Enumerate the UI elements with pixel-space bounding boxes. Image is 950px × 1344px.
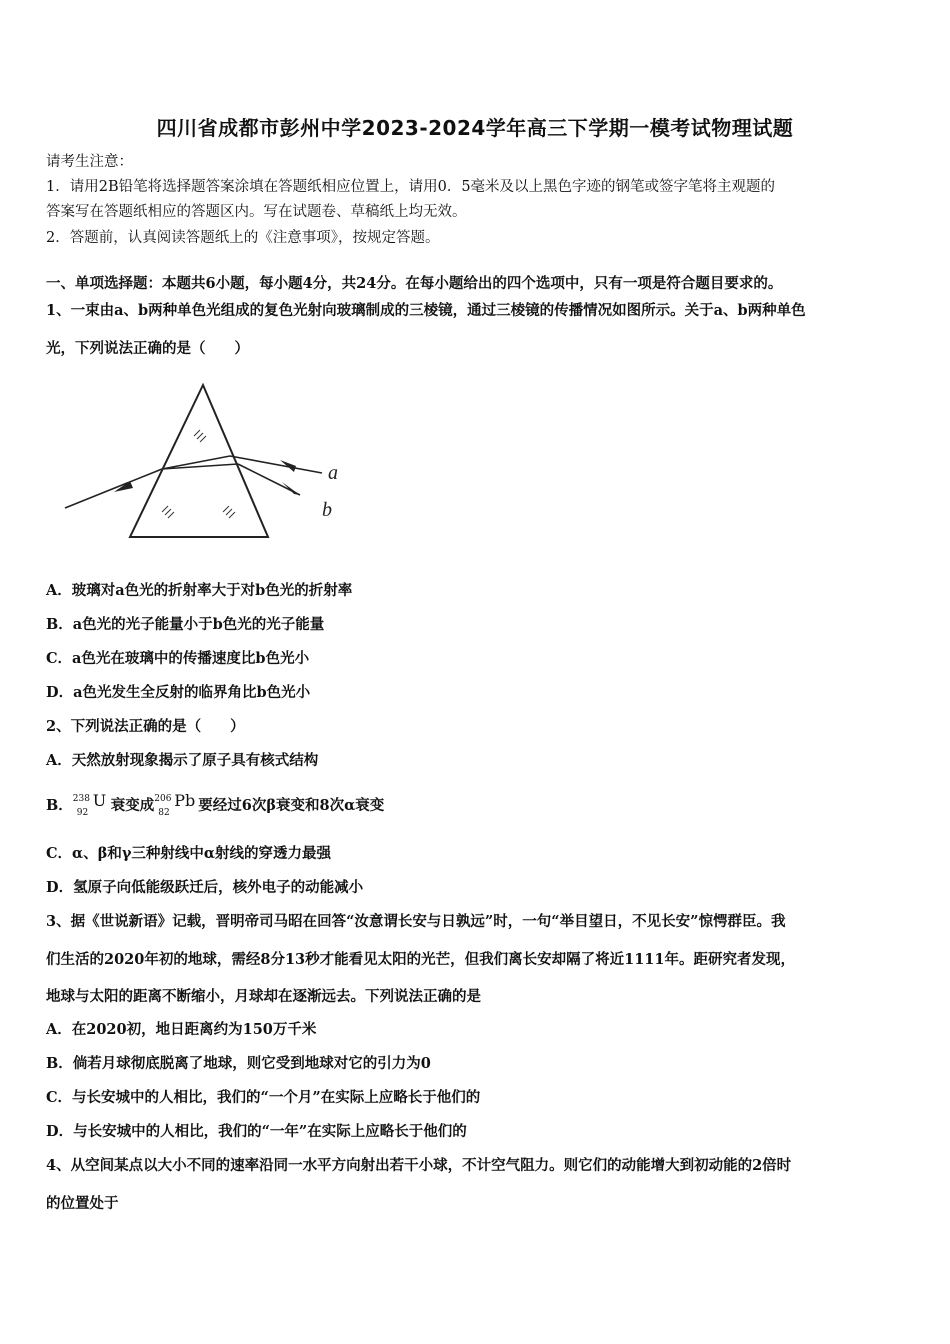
q3-stem-b: 们生活的2020年初的地球，需经8分13秒才能看见太阳的光芒，但我们离长安却隔了将近1111年。距研究者发现， (46, 951, 795, 968)
label-b: b (322, 499, 332, 521)
notice-header: 请考生注意： (46, 154, 133, 170)
label-a: a (328, 462, 338, 484)
q2-option-d: D．氢原子向低能级跃迁后，核外电子的动能减小 (46, 879, 364, 896)
q1-option-b: B．a色光的光子能量小于b色光的光子能量 (46, 616, 325, 633)
page-title: 四川省成都市彭州中学2023-2024学年高三下学期一模考试物理试题 (156, 116, 794, 140)
notice-1b: 答案写在答题纸相应的答题区内。写在试题卷、草稿纸上均无效。 (46, 204, 467, 220)
pb-z: 82 (158, 808, 170, 818)
q4-stem-b: 的位置处于 (46, 1195, 119, 1212)
q1-option-d: D．a色光发生全反射的临界角比b色光小 (46, 684, 311, 701)
glass-hatch (162, 430, 235, 518)
u-mass: 238 (72, 794, 90, 804)
u-symbol: U (92, 791, 107, 810)
section-header: 一、单项选择题：本题共6小题，每小题4分，共24分。在每小题给出的四个选项中，只有一项是符合题目要求的。 (46, 275, 783, 292)
lead-nuclide (154, 790, 198, 820)
q3-option-a: A．在2020初，地日距离约为150万千米 (46, 1021, 317, 1038)
pb-mass: 206 (154, 794, 172, 804)
exit-ray-a (230, 456, 322, 473)
q1-option-a: A．玻璃对a色光的折射率大于对b色光的折射率 (46, 582, 353, 599)
q2-option-c: C．α、β和γ三种射线中α射线的穿透力最强 (46, 845, 332, 862)
uranium-nuclide (73, 790, 111, 820)
notice-1a: 1．请用2B铅笔将选择题答案涂填在答题纸相应位置上，请用0．5毫米及以上黑色字迹的钢笔或签字笔将主观题的 (46, 179, 776, 195)
q3-option-d: D．与长安城中的人相比，我们的“一年”在实际上应略长于他们的 (46, 1123, 467, 1140)
q3-stem-a: 3、据《世说新语》记载，晋明帝司马昭在回答“汝意谓长安与日孰远”时，一句“举目望日，不见长安”惊愕群臣。我 (46, 913, 786, 930)
q2-option-b-prefix: B． (46, 797, 73, 814)
q2-option-a: A．天然放射现象揭示了原子具有核式结构 (46, 752, 319, 769)
q2-option-b-suffix: 要经过6次β衰变和8次α衰变 (198, 797, 385, 814)
q1-stem-a: 1、一束由a、b两种单色光组成的复色光射向玻璃制成的三棱镜，通过三棱镜的传播情况如图所示。关于a、b两种单色 (46, 302, 806, 319)
prism-triangle (130, 385, 268, 537)
q3-option-b: B．倘若月球彻底脱离了地球，则它受到地球对它的引力为0 (46, 1055, 431, 1072)
prism-figure (60, 380, 350, 545)
q3-option-c: C．与长安城中的人相比，我们的“一个月”在实际上应略长于他们的 (46, 1089, 481, 1106)
q2-option-b-mid: 衰变成 (110, 797, 155, 814)
q4-stem-a: 4、从空间某点以大小不同的速率沿同一水平方向射出若干小球，不计空气阻力。则它们的动能增大到初动能的2倍时 (46, 1157, 792, 1174)
notice-2: 2．答题前，认真阅读答题纸上的《注意事项》，按规定答题。 (46, 230, 440, 246)
pb-symbol: Pb (174, 791, 196, 810)
q1-option-c: C．a色光在玻璃中的传播速度比b色光小 (46, 650, 310, 667)
q2-stem: 2、下列说法正确的是（ ） (46, 718, 245, 735)
q2-option-b (46, 790, 384, 820)
q3-stem-c: 地球与太阳的距离不断缩小，月球却在逐渐远去。下列说法正确的是 (46, 988, 481, 1005)
q1-stem-b: 光，下列说法正确的是（ ） (46, 340, 249, 357)
u-z: 92 (76, 808, 89, 818)
